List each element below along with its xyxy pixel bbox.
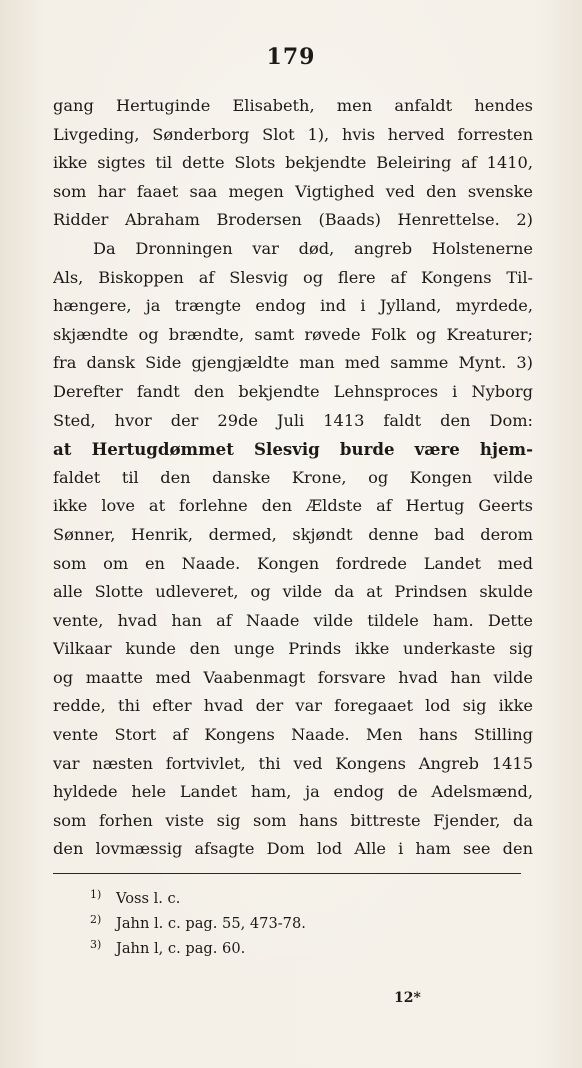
footnote-mark: 1) (90, 888, 102, 901)
text-line: og maatte med Vaabenmagt forsvare hvad han vilde (53, 667, 533, 687)
text-line: gang Hertuginde Elisabeth, men anfaldt hendes (53, 96, 533, 115)
text-line: hyldede hele Landet ham, ja endog de Adelsmænd, (53, 782, 533, 802)
text-line: alle Slotte udleveret, og vilde da at Prindsen skulde (53, 582, 533, 602)
text-line: som forhen viste sig som hans bittreste Fjender, da (53, 810, 533, 830)
text-line: ikke sigtes til dette Slots bekjendte Beleiring af 1410, (53, 153, 533, 173)
footnote-text: Jahn l. c. pag. 55, 473-78. (116, 915, 306, 932)
footnote (90, 936, 510, 961)
footnote-mark: 2) (90, 913, 102, 926)
text-line: fra dansk Side gjengjældte man med samme Mynt. 3) (53, 353, 533, 373)
text-line: Sønner, Henrik, dermed, skjøndt denne bad derom (53, 524, 533, 544)
page-number: 179 (266, 44, 316, 70)
text-line: Vilkaar kunde den unge Prinds ikke underkaste sig (53, 639, 533, 659)
text-line: Livgeding, Sønderborg Slot 1), hvis herved forresten (53, 124, 533, 144)
text-line: hængere, ja trængte endog ind i Jylland, myrdede, (53, 296, 533, 316)
footnote-text: Jahn l, c. pag. 60. (116, 940, 246, 957)
text-line: som om en Naade. Kongen fordrede Landet med (53, 553, 533, 573)
text-line: som har faaet saa megen Vigtighed ved den svenske (53, 181, 533, 201)
text-line: ikke love at forlehne den Ældste af Hertug Geerts (53, 496, 533, 516)
text-line: Als, Biskoppen af Slesvig og flere af Kongens Til- (53, 267, 533, 287)
text-line: faldet til den danske Krone, og Kongen vilde (53, 467, 533, 487)
text-line: Ridder Abraham Brodersen (Baads) Henrettelse. 2) (53, 210, 533, 230)
text-line: skjændte og brændte, samt røvede Folk og Kreaturer; (53, 324, 533, 344)
text-line: Da Dronningen var død, angreb Holstenerne (93, 238, 533, 258)
emphasized-text-line: at Hertugdømmet Slesvig burde være hjem- (53, 439, 533, 460)
text-line: vente, hvad han af Naade vilde tildele ham. Dette (53, 610, 533, 630)
footnote-mark: 3) (90, 938, 102, 951)
printer-signature: 12* (394, 990, 421, 1006)
footnote-divider (53, 873, 521, 874)
text-line: var næsten fortvivlet, thi ved Kongens Angreb 1415 (53, 753, 533, 773)
footnote-text: Voss l. c. (116, 890, 181, 907)
body-text (53, 92, 533, 864)
footnote (90, 886, 510, 911)
text-line: Derefter fandt den bekjendte Lehnsproces i Nyborg (53, 381, 533, 401)
footnotes (90, 886, 510, 961)
text-line: vente Stort af Kongens Naade. Men hans Stilling (53, 725, 533, 745)
text-line: Sted, hvor der 29de Juli 1413 faldt den Dom: (53, 410, 533, 430)
text-line: den lovmæssig afsagte Dom lod Alle i ham see den (53, 839, 533, 859)
text-line: redde, thi efter hvad der var foregaaet lod sig ikke (53, 696, 533, 716)
footnote (90, 911, 510, 936)
